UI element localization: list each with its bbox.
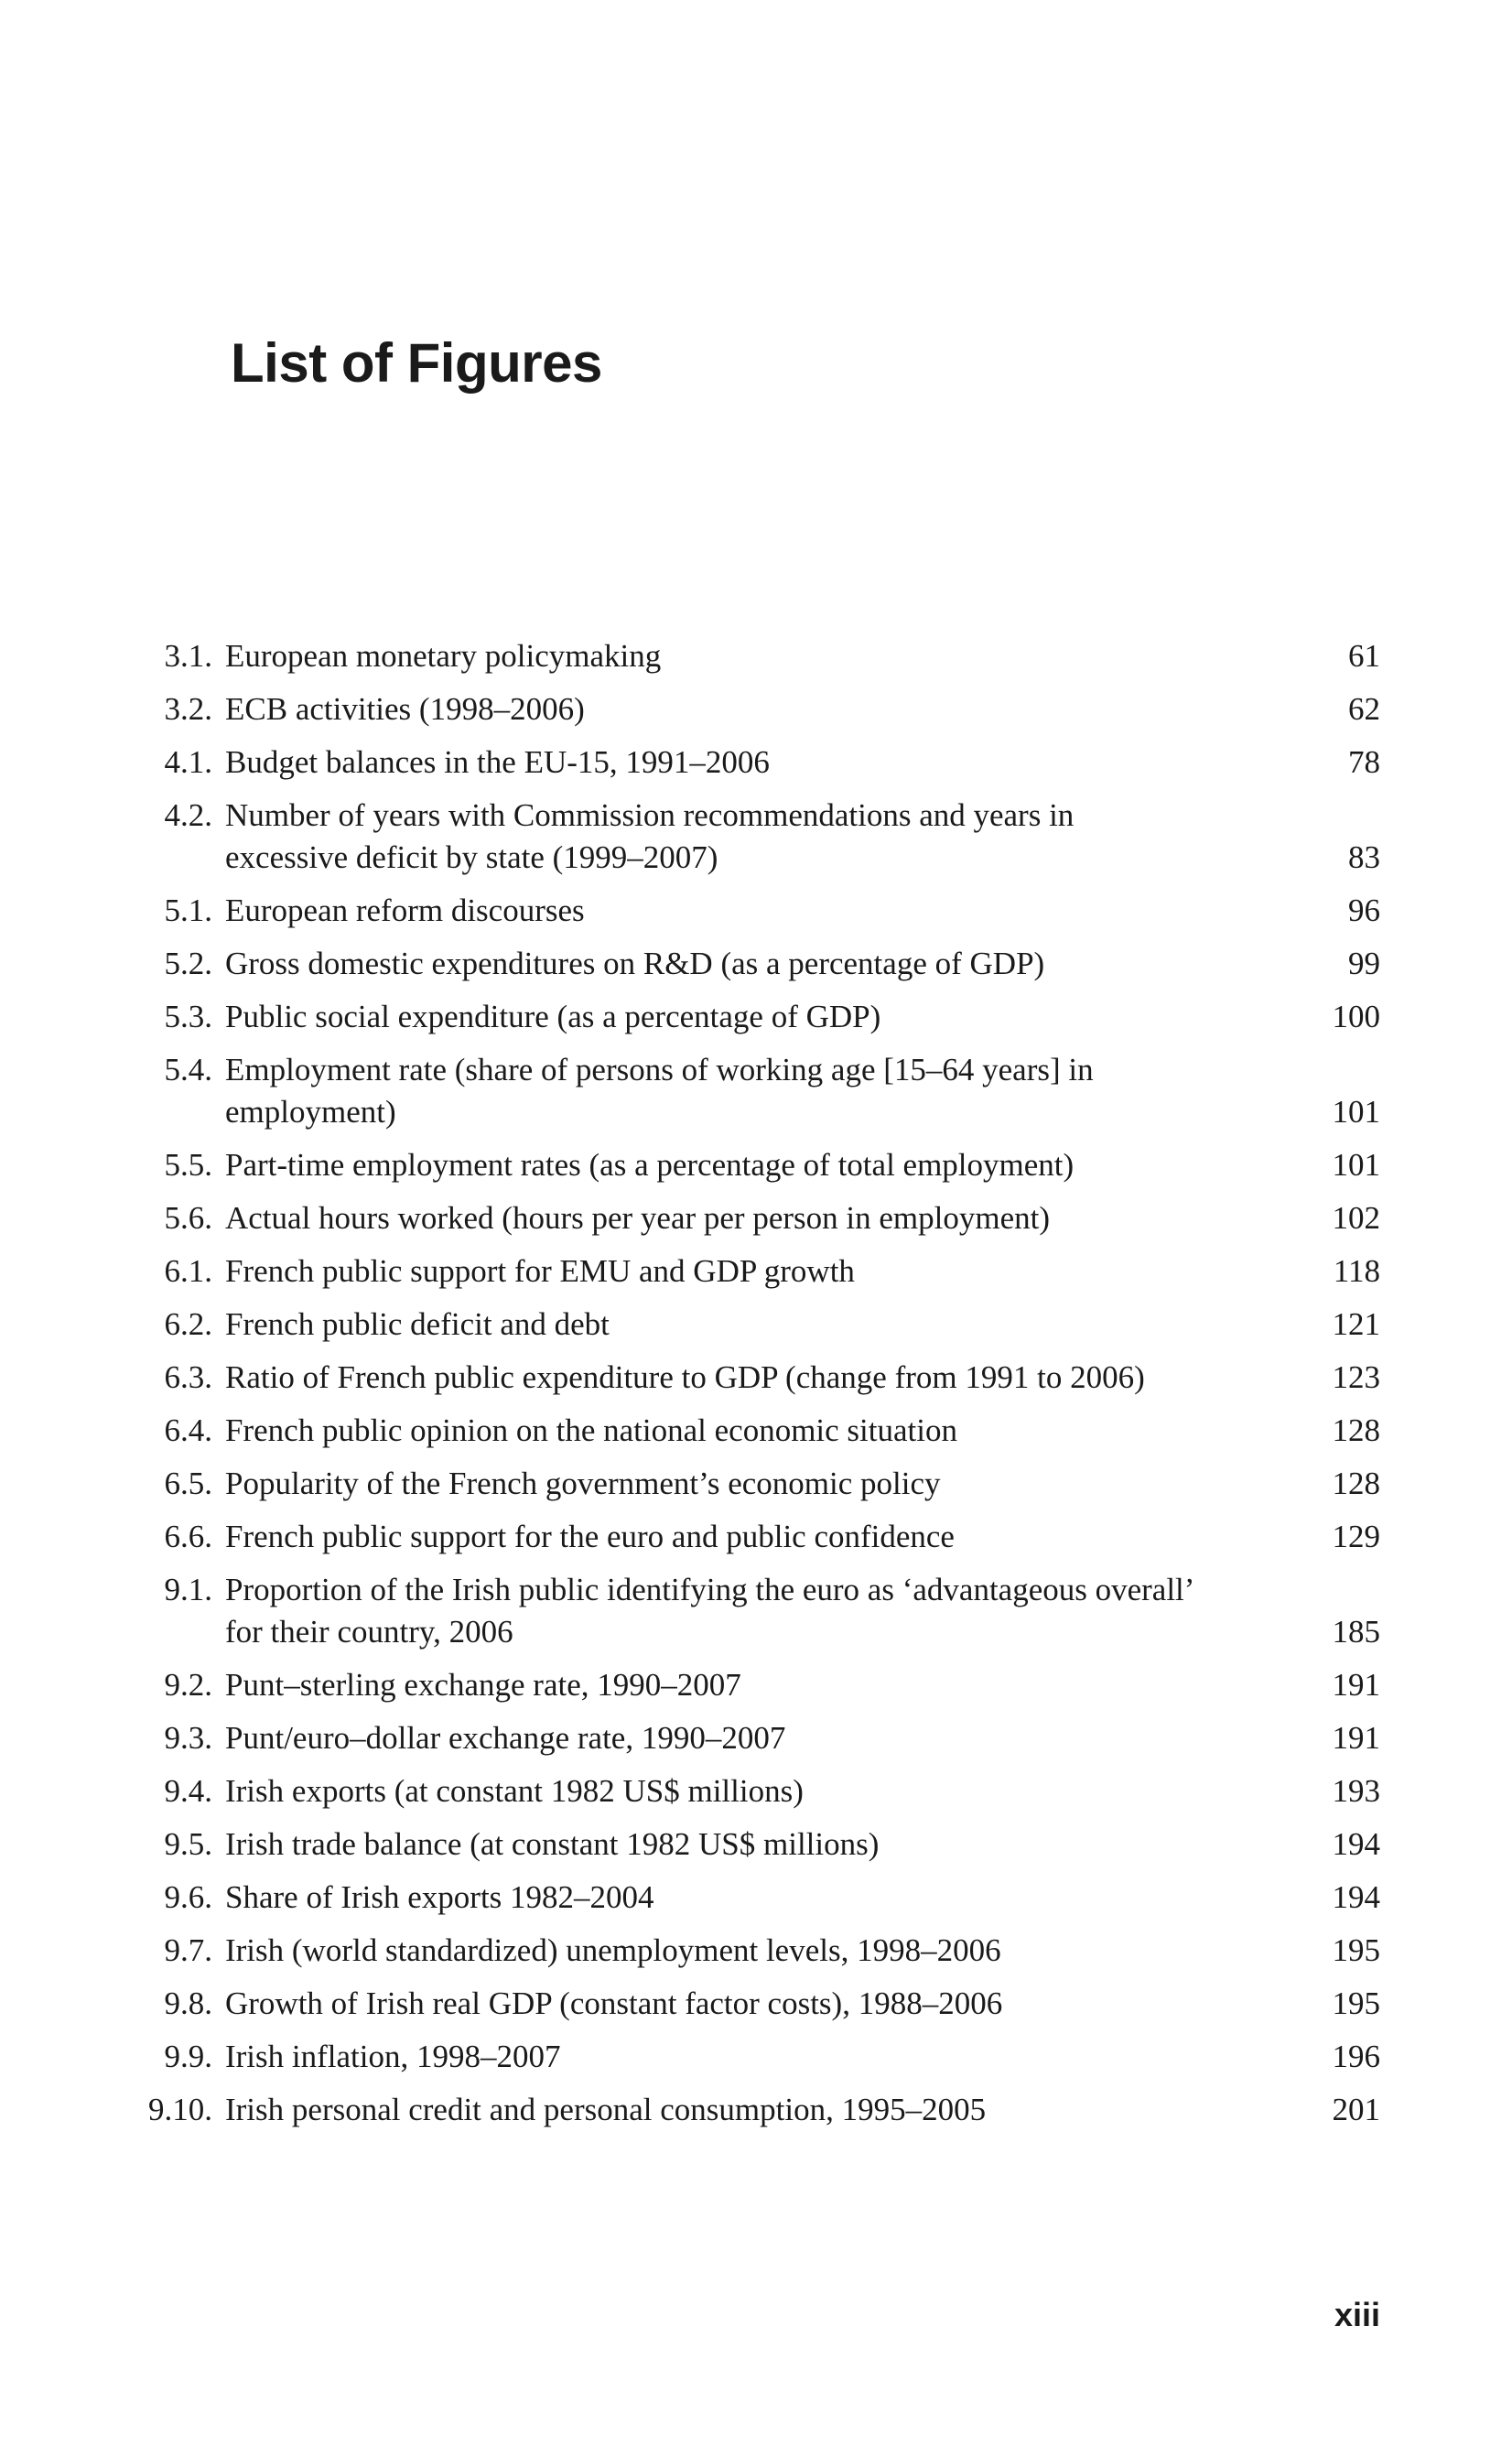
figure-title: European reform discourses [225,893,585,928]
figure-number: 6.4. [164,1412,212,1448]
figure-title: Irish trade balance (at constant 1982 US$ millions) [225,1826,880,1862]
list-item [0,1250,1512,1293]
figure-number: 5.3. [164,999,212,1034]
list-item [0,1717,1512,1759]
list-item [0,1516,1512,1558]
figure-title: Growth of Irish real GDP (constant factor costs), 1988–2006 [225,1985,1003,2021]
list-item [0,1770,1512,1812]
list-item [0,635,1512,677]
figure-page-number: 193 [1332,1773,1380,1809]
figure-page-number: 194 [1332,1879,1380,1915]
figure-number: 6.5. [164,1466,212,1501]
figure-number: 6.6. [164,1519,212,1554]
figure-title: Punt–sterling exchange rate, 1990–2007 [225,1667,741,1703]
figure-title: Budget balances in the EU-15, 1991–2006 [225,744,770,780]
page-title: List of Figures [231,332,602,394]
list-item [0,795,1512,879]
figure-title: ECB activities (1998–2006) [225,691,585,727]
figure-number: 6.3. [164,1359,212,1395]
list-item [0,890,1512,932]
figure-page-number: 191 [1332,1720,1380,1756]
figure-number: 9.10. [148,2092,212,2127]
figure-page-number: 102 [1332,1200,1380,1236]
figure-page-number: 61 [1348,638,1380,674]
list-item [0,943,1512,985]
list-item [0,996,1512,1038]
figure-title: French public deficit and debt [225,1306,610,1342]
figure-page-number: 128 [1332,1466,1380,1501]
figure-page-number: 129 [1332,1519,1380,1554]
figure-number: 3.1. [164,638,212,674]
figure-page-number: 96 [1348,893,1380,928]
figure-number: 9.5. [164,1826,212,1862]
list-item [0,1357,1512,1399]
figure-title: Irish (world standardized) unemployment levels, 1998–2006 [225,1932,1001,1968]
figure-number: 9.1. [164,1572,212,1607]
figure-title: Popularity of the French government’s economic policy [225,1466,941,1501]
figure-page-number: 194 [1332,1826,1380,1862]
figure-number: 9.9. [164,2039,212,2074]
figure-number: 9.3. [164,1720,212,1756]
figure-number: 6.1. [164,1253,212,1289]
figure-page-number: 121 [1332,1306,1380,1342]
figure-title: French public support for the euro and public confidence [225,1519,955,1554]
figure-list [0,635,1512,2142]
list-item [0,1569,1512,1653]
list-item [0,1304,1512,1346]
figure-title: Employment rate (share of persons of working age [15–64 years] in employment) [225,1052,1094,1130]
figure-page-number: 101 [1332,1094,1380,1130]
list-item [0,1197,1512,1239]
figure-title: European monetary policymaking [225,638,662,674]
list-item [0,1823,1512,1866]
figure-page-number: 78 [1348,744,1380,780]
figure-number: 5.6. [164,1200,212,1236]
list-item [0,1664,1512,1706]
list-item [0,1049,1512,1133]
figure-title: Ratio of French public expenditure to GDP (change from 1991 to 2006) [225,1359,1145,1395]
figure-number: 4.1. [164,744,212,780]
figure-page-number: 185 [1332,1614,1380,1650]
figure-page-number: 123 [1332,1359,1380,1395]
list-item [0,1877,1512,1919]
figure-number: 5.5. [164,1147,212,1183]
figure-page-number: 99 [1348,946,1380,981]
figure-title: Share of Irish exports 1982–2004 [225,1879,654,1915]
list-item [0,1144,1512,1186]
list-item [0,2036,1512,2078]
figure-number: 9.4. [164,1773,212,1809]
list-item [0,741,1512,784]
figure-title: French public support for EMU and GDP growth [225,1253,855,1289]
figure-number: 4.2. [164,797,212,833]
figure-number: 9.7. [164,1932,212,1968]
figure-number: 5.4. [164,1052,212,1087]
figure-page-number: 195 [1332,1985,1380,2021]
figure-page-number: 100 [1332,999,1380,1034]
page-number: xiii [1334,2296,1380,2333]
figure-page-number: 128 [1332,1412,1380,1448]
figure-title: Part-time employment rates (as a percentage of total employment) [225,1147,1075,1183]
figure-number: 9.2. [164,1667,212,1703]
figure-title: Gross domestic expenditures on R&D (as a percentage of GDP) [225,946,1045,981]
figure-title: Actual hours worked (hours per year per person in employment) [225,1200,1050,1236]
list-item [0,688,1512,730]
list-item [0,1463,1512,1505]
figure-page-number: 191 [1332,1667,1380,1703]
list-item [0,1983,1512,2025]
figure-title: Proportion of the Irish public identifying the euro as ‘advantageous overall’ for their country, 2006 [225,1572,1193,1650]
figure-title: Irish inflation, 1998–2007 [225,2039,561,2074]
figure-page-number: 62 [1348,691,1380,727]
figure-number: 6.2. [164,1306,212,1342]
figure-title: Irish personal credit and personal consumption, 1995–2005 [225,2092,987,2127]
figure-number: 9.8. [164,1985,212,2021]
figure-page-number: 101 [1332,1147,1380,1183]
figure-title: Punt/euro–dollar exchange rate, 1990–2007 [225,1720,786,1756]
figure-number: 9.6. [164,1879,212,1915]
figure-title: Number of years with Commission recommendations and years in excessive deficit by state (1999–2007) [225,797,1075,875]
figure-page-number: 83 [1348,839,1380,875]
list-item [0,2089,1512,2131]
figure-page-number: 196 [1332,2039,1380,2074]
figure-number: 5.1. [164,893,212,928]
figure-number: 5.2. [164,946,212,981]
figure-page-number: 118 [1333,1253,1380,1289]
list-item [0,1410,1512,1452]
figure-number: 3.2. [164,691,212,727]
figure-title: Public social expenditure (as a percentage of GDP) [225,999,881,1034]
list-item [0,1930,1512,1972]
figure-title: Irish exports (at constant 1982 US$ millions) [225,1773,804,1809]
figure-title: French public opinion on the national economic situation [225,1412,957,1448]
figure-page-number: 201 [1332,2092,1380,2127]
figure-page-number: 195 [1332,1932,1380,1968]
